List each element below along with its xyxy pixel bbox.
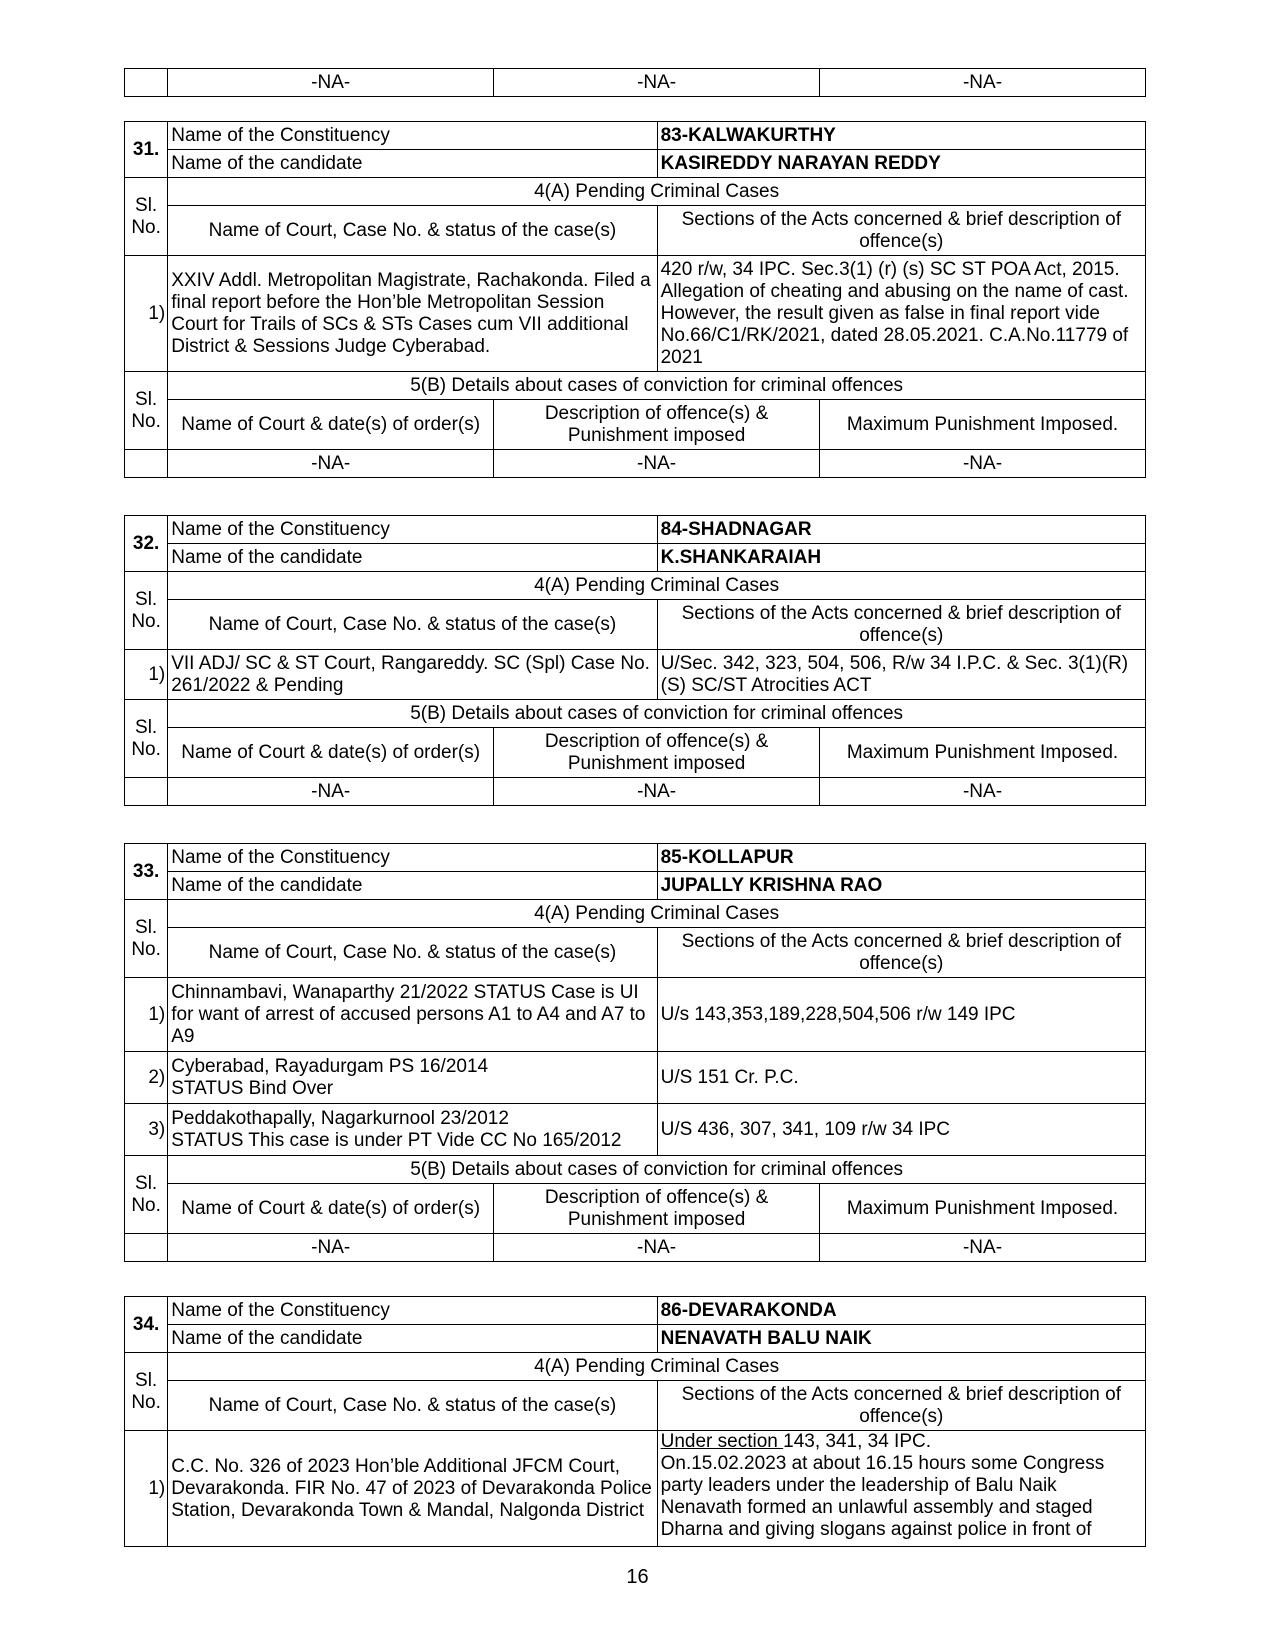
na-cell: -NA-: [494, 778, 820, 806]
court-date-header: Name of Court & date(s) of order(s): [168, 728, 494, 778]
section-detail: On.15.02.2023 at about 16.15 hours some Congress party leaders under the leadership of Balu Naik Nenavath formed an unlawful assembly and staged Dharna and giving slogans against police in front of: [660, 1453, 1105, 1540]
case-index: 1): [125, 1431, 168, 1547]
sl-no-header: Sl. No.: [125, 1353, 168, 1431]
description-header: Description of offence(s) & Punishment imposed: [494, 1184, 820, 1234]
sl-no-header: Sl. No.: [125, 900, 168, 978]
court-date-header: Name of Court & date(s) of order(s): [168, 400, 494, 450]
case-index: 2): [125, 1052, 168, 1104]
constituency-value: 83-KALWAKURTHY: [657, 122, 1145, 150]
pending-cases-title: 4(A) Pending Criminal Cases: [168, 900, 1146, 928]
na-cell: -NA-: [168, 778, 494, 806]
sections-header: Sections of the Acts concerned & brief description of offence(s): [657, 1381, 1145, 1431]
na-cell: -NA-: [494, 1234, 820, 1262]
case-court-line: Cyberabad, Rayadurgam PS 16/2014: [171, 1055, 489, 1077]
sl-no-header: Sl. No.: [125, 1156, 168, 1234]
conviction-title: 5(B) Details about cases of conviction for criminal offences: [168, 372, 1146, 400]
candidate-value: K.SHANKARAIAH: [657, 544, 1145, 572]
conviction-title: 5(B) Details about cases of conviction for criminal offences: [168, 700, 1146, 728]
constituency-label: Name of the Constituency: [168, 122, 657, 150]
case-index: 1): [125, 256, 168, 372]
sl-no-header: Sl. No.: [125, 372, 168, 450]
candidate-label: Name of the candidate: [168, 872, 657, 900]
candidate-value: KASIREDDY NARAYAN REDDY: [657, 150, 1145, 178]
na-cell: -NA-: [820, 450, 1146, 478]
max-punishment-header: Maximum Punishment Imposed.: [820, 1184, 1146, 1234]
case-sections: 420 r/w, 34 IPC. Sec.3(1) (r) (s) SC ST POA Act, 2015. Allegation of cheating and abusing on the name of cast. However, the result given as false in final report vide No.66/C1/RK/2021, dated 28.05.2021. C.A.No.11779 of 2021: [657, 256, 1145, 372]
sections-header: Sections of the Acts concerned & brief description of offence(s): [657, 600, 1145, 650]
entry-number: 32.: [125, 516, 168, 572]
conviction-title: 5(B) Details about cases of conviction for criminal offences: [168, 1156, 1146, 1184]
na-cell: -NA-: [820, 69, 1146, 97]
candidate-value: NENAVATH BALU NAIK: [657, 1325, 1145, 1353]
na-cell: -NA-: [820, 778, 1146, 806]
court-date-header: Name of Court & date(s) of order(s): [168, 1184, 494, 1234]
case-court: C.C. No. 326 of 2023 Hon’ble Additional JFCM Court, Devarakonda. FIR No. 47 of 2023 of Devarakonda Police Station, Devarakonda Town & Mandal, Nalgonda District: [168, 1431, 657, 1547]
na-cell: -NA-: [168, 69, 494, 97]
candidate-table-31: [124, 121, 1146, 478]
candidate-table-34: [124, 1296, 1146, 1547]
constituency-label: Name of the Constituency: [168, 516, 657, 544]
entry-number: 33.: [125, 844, 168, 900]
constituency-label: Name of the Constituency: [168, 1297, 657, 1325]
na-cell: -NA-: [820, 1234, 1146, 1262]
case-court-line: Peddakothapally, Nagarkurnool 23/2012: [171, 1107, 509, 1129]
case-sections: U/s 143,353,189,228,504,506 r/w 149 IPC: [657, 978, 1145, 1052]
case-court-line: STATUS Bind Over: [171, 1077, 334, 1099]
candidate-value: JUPALLY KRISHNA RAO: [657, 872, 1145, 900]
case-court: [168, 1052, 657, 1104]
constituency-value: 85-KOLLAPUR: [657, 844, 1145, 872]
pending-cases-title: 4(A) Pending Criminal Cases: [168, 1353, 1146, 1381]
top-continuation-table: [124, 68, 1146, 97]
entry-number: 31.: [125, 122, 168, 178]
candidate-label: Name of the candidate: [168, 544, 657, 572]
court-case-header: Name of Court, Case No. & status of the case(s): [168, 928, 657, 978]
pending-cases-title: 4(A) Pending Criminal Cases: [168, 178, 1146, 206]
candidate-table-32: [124, 515, 1146, 806]
sl-no-header: Sl. No.: [125, 178, 168, 256]
case-sections: [657, 1431, 1145, 1547]
case-court: Chinnambavi, Wanaparthy 21/2022 STATUS Case is UI for want of arrest of accused persons A1 to A4 and A7 to A9: [168, 978, 657, 1052]
candidate-label: Name of the candidate: [168, 150, 657, 178]
description-header: Description of offence(s) & Punishment imposed: [494, 728, 820, 778]
case-index: 1): [125, 650, 168, 700]
page-number: 16: [626, 1566, 649, 1588]
court-case-header: Name of Court, Case No. & status of the case(s): [168, 600, 657, 650]
candidate-label: Name of the candidate: [168, 1325, 657, 1353]
section-codes: 143, 341, 34 IPC.: [783, 1431, 932, 1452]
max-punishment-header: Maximum Punishment Imposed.: [820, 400, 1146, 450]
case-index: 1): [125, 978, 168, 1052]
sections-header: Sections of the Acts concerned & brief description of offence(s): [657, 206, 1145, 256]
sl-no-header: Sl. No.: [125, 700, 168, 778]
constituency-label: Name of the Constituency: [168, 844, 657, 872]
na-cell: -NA-: [494, 450, 820, 478]
court-case-header: Name of Court, Case No. & status of the case(s): [168, 1381, 657, 1431]
max-punishment-header: Maximum Punishment Imposed.: [820, 728, 1146, 778]
case-sections: U/S 151 Cr. P.C.: [657, 1052, 1145, 1104]
na-cell: -NA-: [494, 69, 820, 97]
na-cell: -NA-: [168, 450, 494, 478]
case-sections: U/S 436, 307, 341, 109 r/w 34 IPC: [657, 1104, 1145, 1156]
sl-no-header: Sl. No.: [125, 572, 168, 650]
sections-header: Sections of the Acts concerned & brief description of offence(s): [657, 928, 1145, 978]
case-court: VII ADJ/ SC & ST Court, Rangareddy. SC (Spl) Case No. 261/2022 & Pending: [168, 650, 657, 700]
entry-number: 34.: [125, 1297, 168, 1353]
case-court: XXIV Addl. Metropolitan Magistrate, Rachakonda. Filed a final report before the Hon’ble Metropolitan Session Court for Trails of SCs & STs Cases cum VII additional District & Sessions Judge Cyberabad.: [168, 256, 657, 372]
case-index: 3): [125, 1104, 168, 1156]
constituency-value: 86-DEVARAKONDA: [657, 1297, 1145, 1325]
case-sections: U/Sec. 342, 323, 504, 506, R/w 34 I.P.C. & Sec. 3(1)(R)(S) SC/ST Atrocities ACT: [657, 650, 1145, 700]
na-cell: -NA-: [168, 1234, 494, 1262]
case-court: [168, 1104, 657, 1156]
candidate-table-33: [124, 843, 1146, 1262]
court-case-header: Name of Court, Case No. & status of the case(s): [168, 206, 657, 256]
case-court-line: STATUS This case is under PT Vide CC No 165/2012: [171, 1129, 622, 1151]
section-underlined: Under section: [660, 1431, 784, 1452]
constituency-value: 84-SHADNAGAR: [657, 516, 1145, 544]
description-header: Description of offence(s) & Punishment imposed: [494, 400, 820, 450]
pending-cases-title: 4(A) Pending Criminal Cases: [168, 572, 1146, 600]
